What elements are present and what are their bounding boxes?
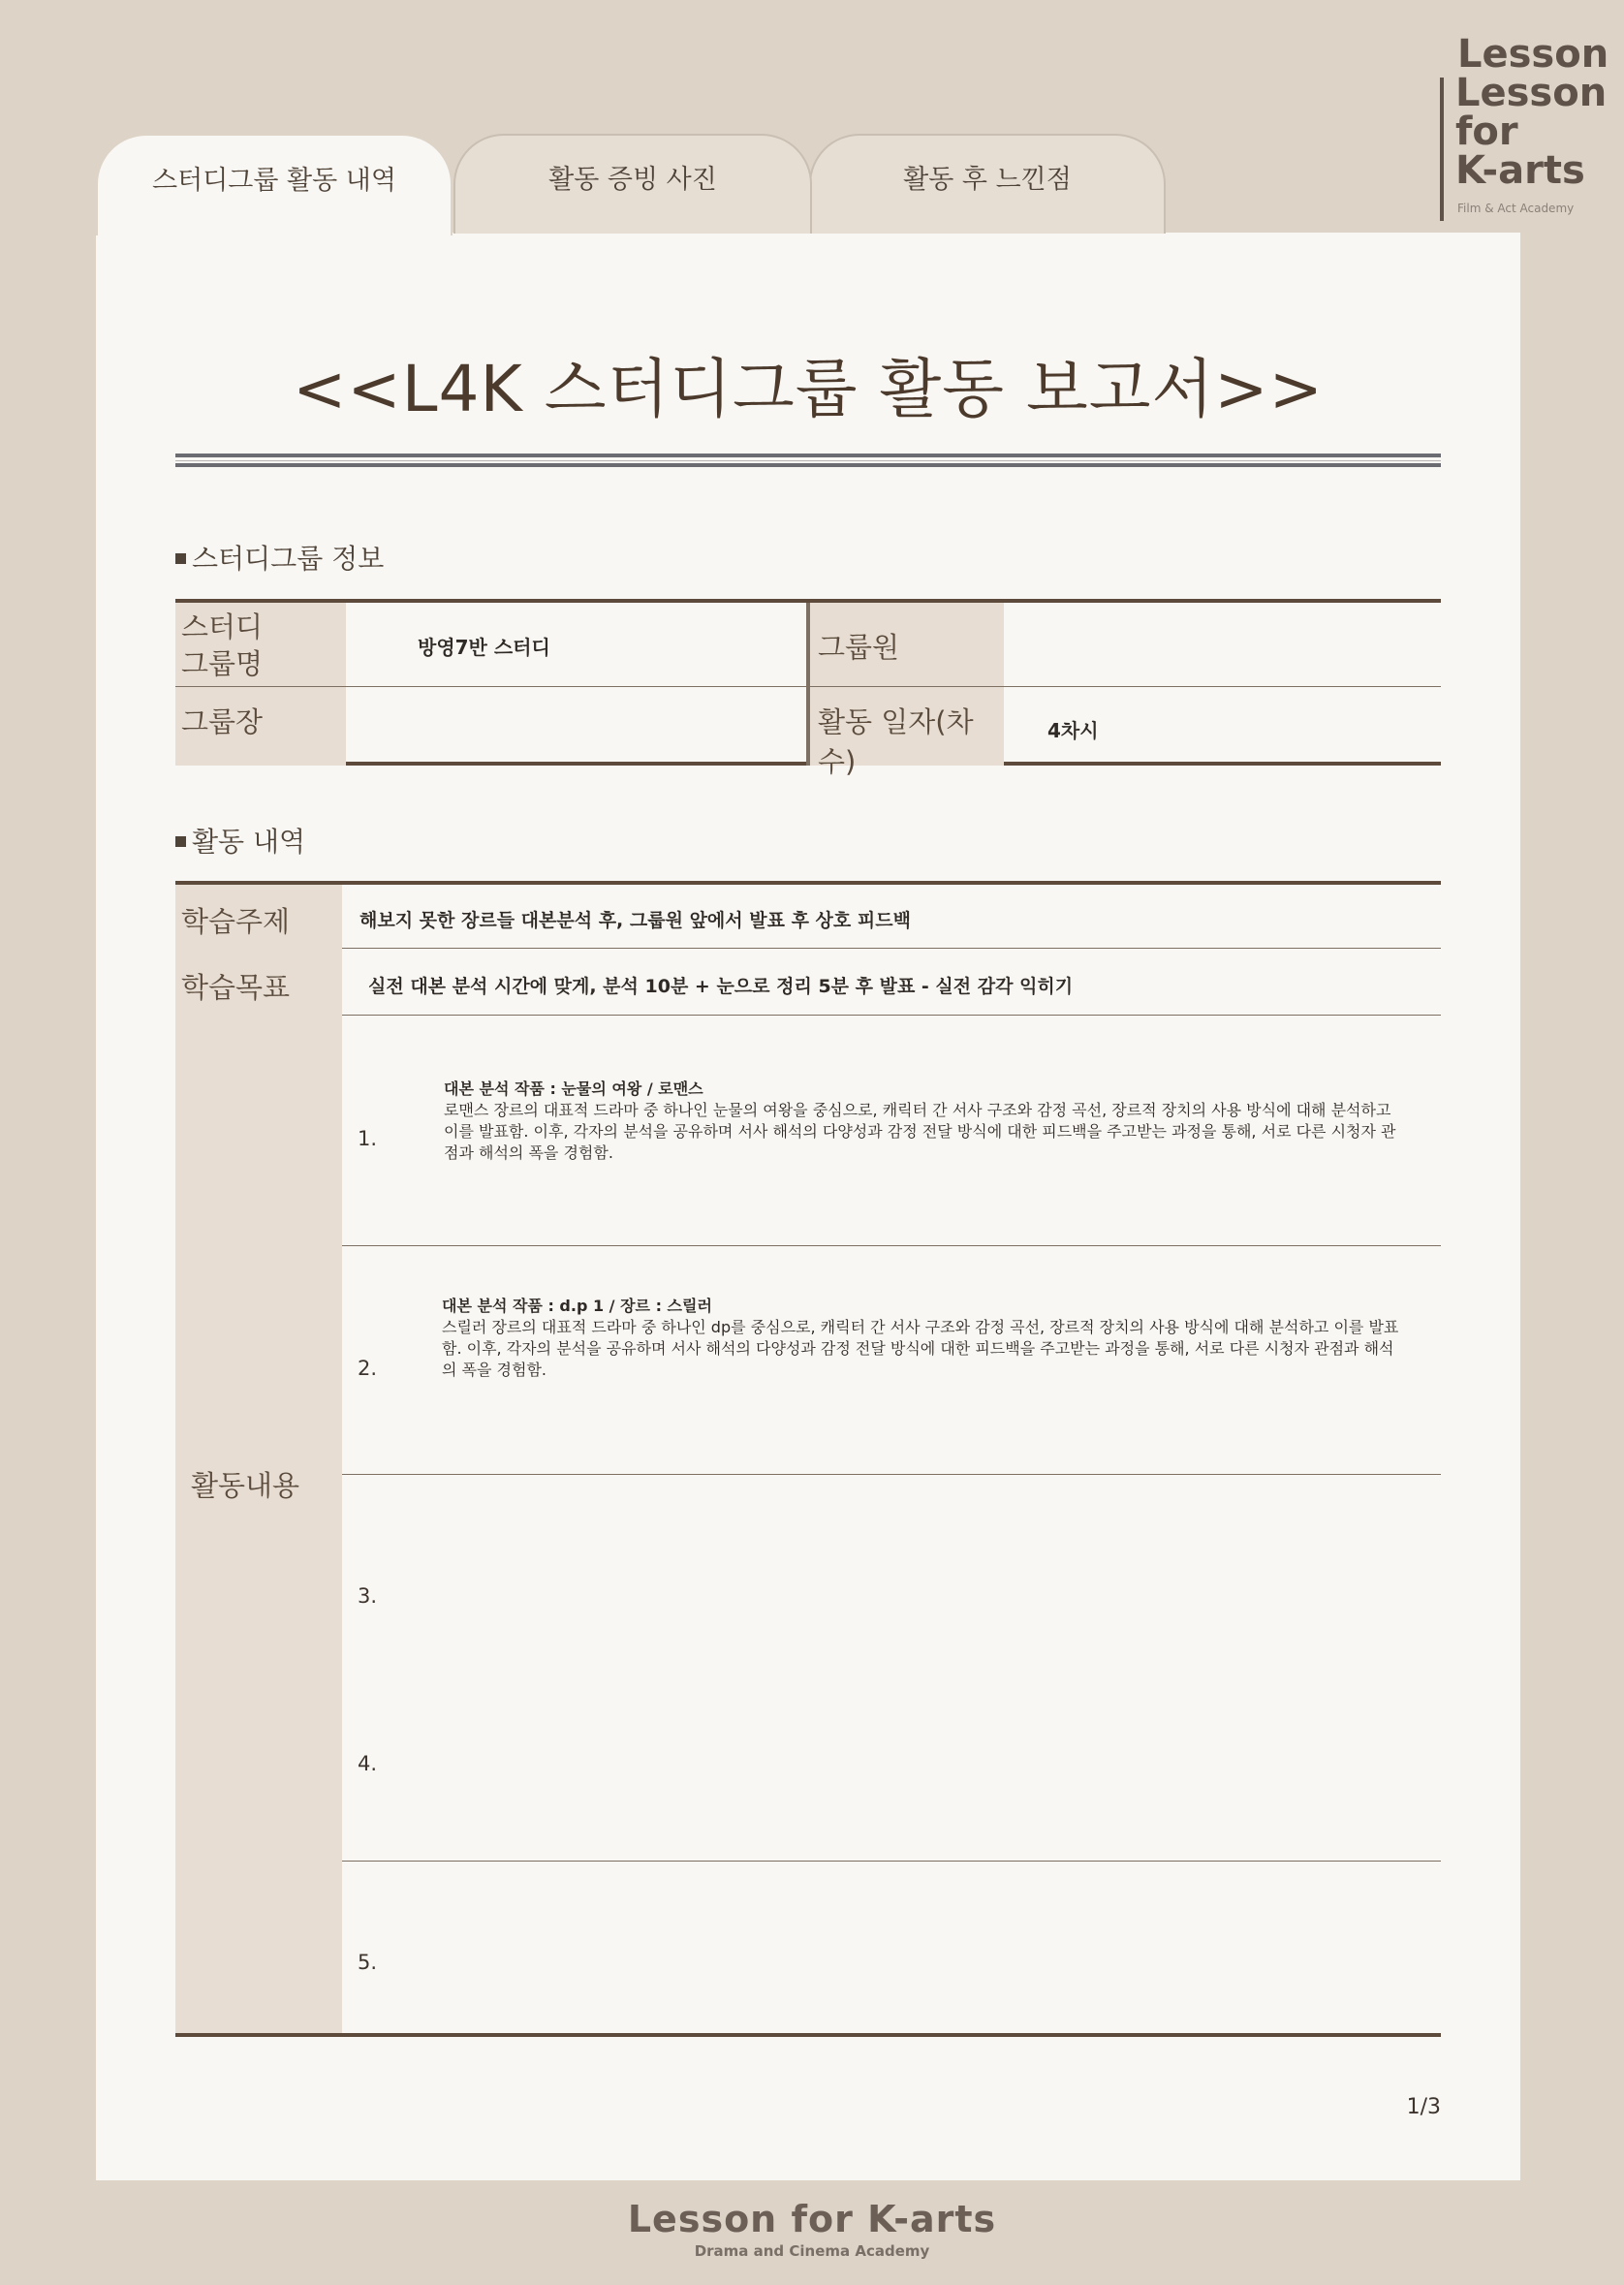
tab-activity-record[interactable] (96, 134, 453, 235)
tab-activity-photos[interactable] (453, 134, 812, 234)
row-divider (342, 1015, 1441, 1016)
activity-entry (442, 1296, 1401, 1381)
entry-number: 5. (358, 1951, 378, 1974)
goal-value: 실전 대본 분석 시간에 맞게, 분석 10분 + 눈으로 정리 5분 후 발표 - 실전 감각 익히기 (368, 976, 1074, 997)
footer-brand-name: Lesson for K-arts (627, 2198, 997, 2240)
logo-bar (1440, 78, 1444, 221)
footer-brand (0, 2198, 1624, 2260)
logo-main-text: Lesson for K-arts (1455, 71, 1608, 193)
content-label: 활동내용 (191, 1469, 300, 1502)
group-name-value: 방영7반 스터디 (418, 636, 550, 659)
leader-label: 그룹장 (175, 687, 346, 766)
entry-body: 스릴러 장르의 대표적 드라마 중 하나인 dp를 중심으로, 캐릭터 간 서사 구조와 감정 곡선, 장르적 장치의 사용 방식에 대해 분석하고 이를 발표함. 이후, 각자의 분석을 공유하며 서사 해석의 다양성과 감정 전달 방식에 대한 피드백을 주고받는 과정을 통해, 서로 다른 시청자 관점과 해석의 폭을 경험함. (442, 1318, 1399, 1379)
logo-cut-text: Lesson (1457, 32, 1609, 77)
info-section-heading-text: 스터디그룹 정보 (192, 543, 385, 575)
info-table (175, 599, 1441, 778)
info-section-heading (175, 538, 384, 577)
entry-number: 2. (358, 1357, 378, 1380)
date-label: 활동 일자(차수) (810, 687, 1004, 766)
entry-number: 3. (358, 1584, 378, 1608)
members-label: 그룹원 (810, 603, 1004, 686)
row-divider (342, 1245, 1441, 1246)
topic-value: 해보지 못한 장르들 대본분석 후, 그룹원 앞에서 발표 후 상호 피드백 (359, 910, 911, 931)
report-title: <<L4K 스터디그룹 활동 보고서>> (293, 352, 1324, 426)
page-number: 1/3 (1406, 2095, 1441, 2119)
logo-sub-text: Film & Act Academy (1457, 202, 1575, 215)
tab-activity-reflection[interactable] (809, 134, 1166, 234)
entry-title: 대본 분석 작품 : d.p 1 / 장르 : 스릴러 (442, 1297, 712, 1315)
tab-label: 스터디그룹 활동 내역 (152, 166, 396, 196)
title-divider (175, 454, 1441, 467)
activity-label-column (175, 885, 342, 2033)
tab-label: 활동 증빙 사진 (548, 165, 717, 195)
activity-section-heading-text: 활동 내역 (192, 826, 306, 858)
goal-label: 학습목표 (181, 971, 291, 1004)
activity-section-heading (175, 821, 305, 860)
entry-body: 로맨스 장르의 대표적 드라마 중 하나인 눈물의 여왕을 중심으로, 캐릭터 간 서사 구조와 감정 곡선, 장르적 장치의 사용 방식에 대해 분석하고 이를 발표함. 이후, 각자의 분석을 공유하며 서사 해석의 다양성과 감정 전달 방식에 대한 피드백을 주고받는 과정을 통해, 서로 다른 시청자 관점과 해석의 폭을 경험함. (444, 1101, 1396, 1162)
tab-label: 활동 후 느낀점 (903, 165, 1072, 195)
entry-title: 대본 분석 작품 : 눈물의 여왕 / 로맨스 (444, 1080, 703, 1098)
entry-number: 1. (358, 1127, 378, 1150)
bullet-square-icon (175, 836, 186, 847)
brand-logo (1436, 27, 1620, 221)
topic-label: 학습주제 (181, 905, 291, 938)
report-page (96, 233, 1520, 2180)
activity-table (175, 881, 1441, 2037)
row-divider (342, 1861, 1441, 1862)
bullet-square-icon (175, 553, 186, 564)
group-name-label: 스터디 그룹명 (175, 603, 346, 686)
row-divider (342, 1474, 1441, 1475)
date-value: 4차시 (1047, 719, 1099, 742)
row-divider (342, 948, 1441, 949)
entry-number: 4. (358, 1752, 378, 1775)
footer-brand-tagline: Drama and Cinema Academy (694, 2242, 930, 2260)
activity-entry (444, 1079, 1403, 1164)
column-divider (806, 603, 810, 766)
